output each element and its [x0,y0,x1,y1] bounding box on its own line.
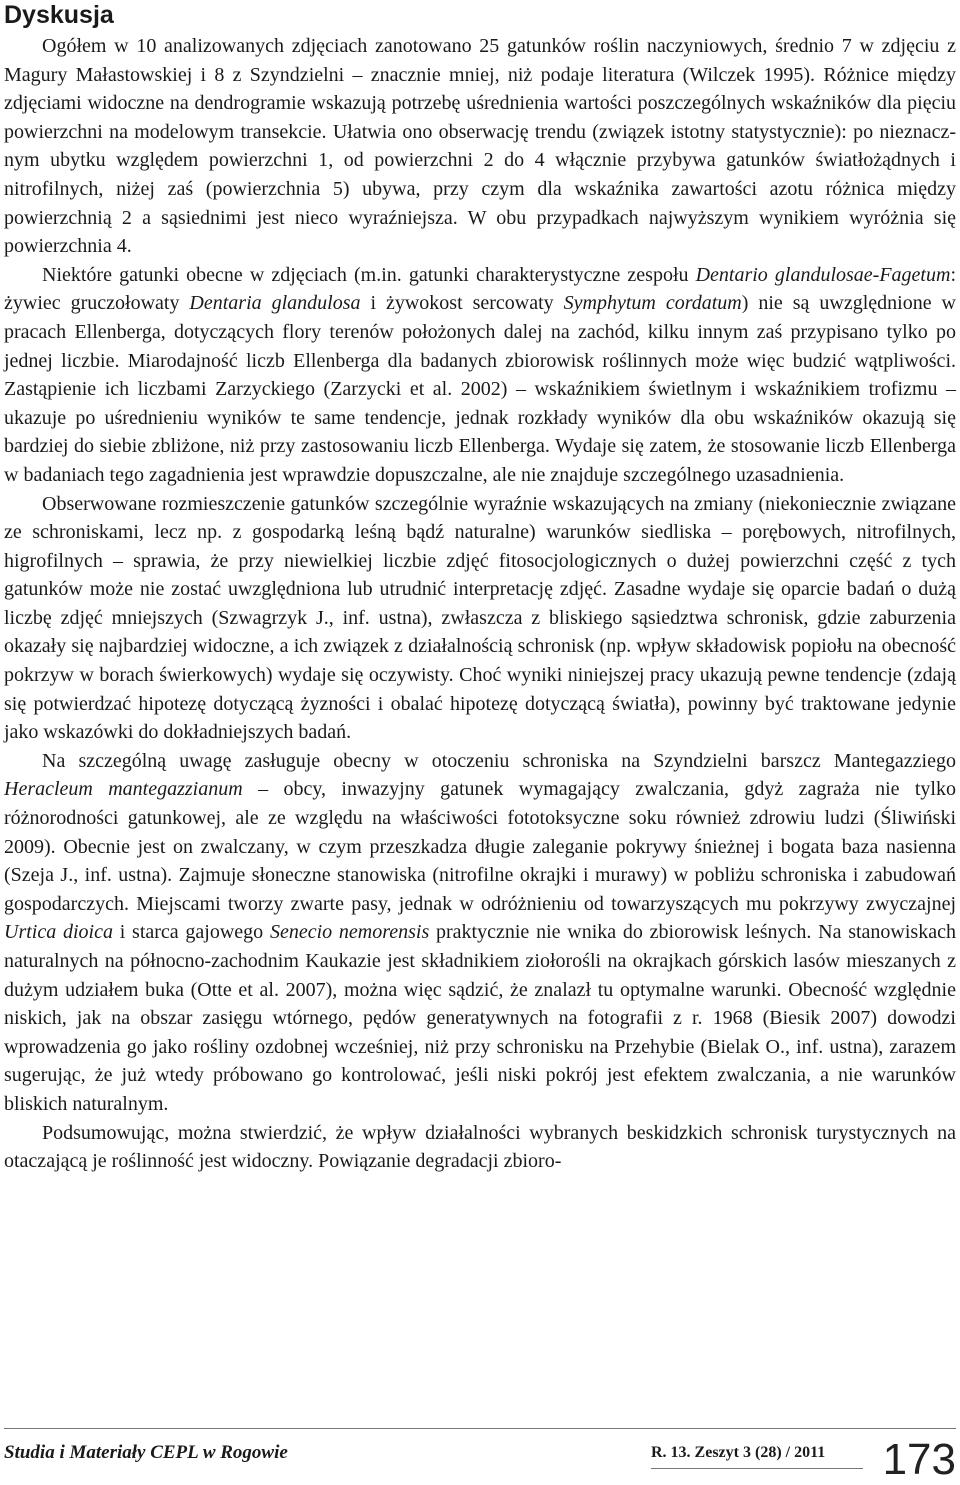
text-run: i starca gajowego [112,921,270,944]
text-run: Ogółem w 10 analizowanych zdjęciach zanotowano 25 gatunków roślin naczyniowych, średnio 7 w zdjęciu z Magury Małastowskiej i 8 z Szyndzielni – znacznie mniej, niż podaje literatura (Wilczek 1995). Różnice między zdjęciami widoczne na dendrogramie wskazują potrzebę uśrednienia wartości poszczególnych wskaźników dla pięciu powierzchni na modelowym transekcie. Ułatwia ono obserwację trendu (związek istotny statystycznie): po nieznacznym ubytku względem powierzchni 1, od powierzchni 2 do 4 włącznie przybywa gatunków światłożądnych i nitrofilnych, niżej zaś (powierzchnia 5) ubywa, przy czym dla wskaźnika zawartości azotu różnica między powierzchnią 2 a sąsiednimi jest nieco wyraźniejsza. W obu przypadkach najwyższym wynikiem wyróżnia się powierzchnia 4. [4,35,956,258]
text-run: Podsumowując, można stwierdzić, że wpływ działalności wybranych beskidzkich schronisk turystycznych na otaczającą je roślinność jest widoczny. Powiązanie degradacji zbioro- [4,1121,956,1173]
page-number: 173 [882,1435,956,1484]
species-name: Senecio nemorensis [269,921,430,944]
species-name: Symphytum cordatum [563,292,742,315]
species-name: Urtica dioica [4,921,113,944]
footer-divider [4,1428,956,1429]
text-run: i żywokost sercowaty [360,292,564,315]
species-name: Heracleum mantegazzianum [4,778,243,801]
species-name: Dentario glandulosae-Fagetum [695,263,951,286]
text-run: Obserwowane rozmieszczenie gatunków szczególnie wyraźnie wskazujących na zmiany (niekoniecznie związane ze schroniskami, lecz np. z gospodarką leśną bądź naturalne) warunków siedliska – porębowych, nitrofilnych, higrofilnych – sprawia, że przy niewielkiej liczbie zdjęć fitosocjologicznych o dużej powierzchni część z tych gatunków może nie zostać uwzględniona lub utrudnić interpretację zdjęć. Zasadne wydaje się oparcie badań o dużą liczbę zdjęć mniejszych (Szwagrzyk J., inf. ustna), zwłaszcza z bliskiego sąsiedztwa schronisk, gdzie zaburzenia okazały się najbardziej widoczne, a ich związek z działalnością schronisk (np. wpływ składowisk popiołu na obecność pokrzyw w borach świerkowych) wydaje się oczywisty. Choć wyniki niniejszej pracy ukazują pewne tendencje (zdają się potwierdzać hipotezę dotyczącą żyzności i obalać hipotezę dotyczącą światła), powinny być traktowane jedynie jako wskazówki do dokładniejszych badań. [4,492,956,744]
paragraph [4,1119,956,1176]
paragraph [4,261,956,490]
paragraph [4,747,956,1119]
issue-underline [651,1468,863,1469]
text-run: – obcy, inwazyjny gatunek wymagający zwalczania, gdyż zagraża nie tylko różnorodności gatunkowej, ale ze względu na właściwości fototoksyczne soku również zdrowiu ludzi (Śliwiński 2009). Obecnie jest on zwalczany, w czym przeszkadza długie zaleganie pokrywy śnieżnej i bogata baza nasienna (Szeja J., inf. ustna). Zajmuje słoneczne stanowiska (nitrofilne okrajki i murawy) w pobliżu schroniska i zabudowań gospodarczych. Miejscami tworzy zwarte pasy, jednak w odróżnieniu od towarzyszących mu pokrzywy zwyczajnej [4,778,956,915]
body-text [4,32,956,1176]
paragraph [4,490,956,747]
section-title: Dyskusja [4,1,114,29]
species-name: Dentaria glandulosa [189,292,361,315]
paragraph [4,32,956,261]
text-run: praktycznie nie wnika do zbiorowisk leśnych. Na stanowiskach naturalnych na północno-zachodnim Kaukazie jest składnikiem ziołorośli na okrajkach górskich lasów mieszanych z dużym udziałem buka (Otte et al. 2007), można więc sądzić, że znalazł tu optymalne warunki. Obecność względnie niskich, jak na obszar zasięgu wtórnego, pędów generatywnych na fotografii z r. 1968 (Biesik 2007) dowodzi wprowadzenia go jako rośliny ozdobnej wcześniej, niż przy schronisku na Przehybie (Bielak O., inf. ustna), zarazem sugerując, że już wtedy próbowano go kontrolować, jeśli niski pokrój jest efektem zwalczania, a nie warunków bliskich naturalnym. [4,921,956,1115]
issue-info: R. 13. Zeszyt 3 (28) / 2011 [651,1444,826,1461]
text-run: Niektóre gatunki obecne w zdjęciach (m.in. gatunki charakterystyczne zespołu [42,263,696,286]
journal-title: Studia i Materiały CEPL w Rogowie [4,1442,288,1463]
text-run: Na szczególną uwagę zasługuje obecny w otoczeniu schroniska na Szyndzielni barszcz Mantegazziego [42,749,956,772]
text-run: : żywiec gruczołowaty [4,263,956,315]
text-run: ) nie są uwzględnione w pracach Ellenberga, dotyczących flory terenów położonych dalej na zachód, kilku innym zaś przypisano tylko po jednej liczbie. Miarodajność liczb Ellenberga dla badanych zbiorowisk roślinnych może więc budzić wątpliwości. Zastąpienie ich liczbami Zarzyckiego (Zarzycki et al. 2002) – wskaźnikiem świetlnym i wskaźnikiem trofizmu – ukazuje po uśrednieniu wyników te same tendencje, jednak rozkłady wyników dla obu wskaźników okazują się bardziej do siebie zbliżone, niż przy zastosowaniu liczb Ellenberga. Wydaje się zatem, że stosowanie liczb Ellenberga w badaniach tego zagadnienia jest wprawdzie dopuszczalne, ale nie znajduje szczególnego uzasadnienia. [4,292,956,486]
